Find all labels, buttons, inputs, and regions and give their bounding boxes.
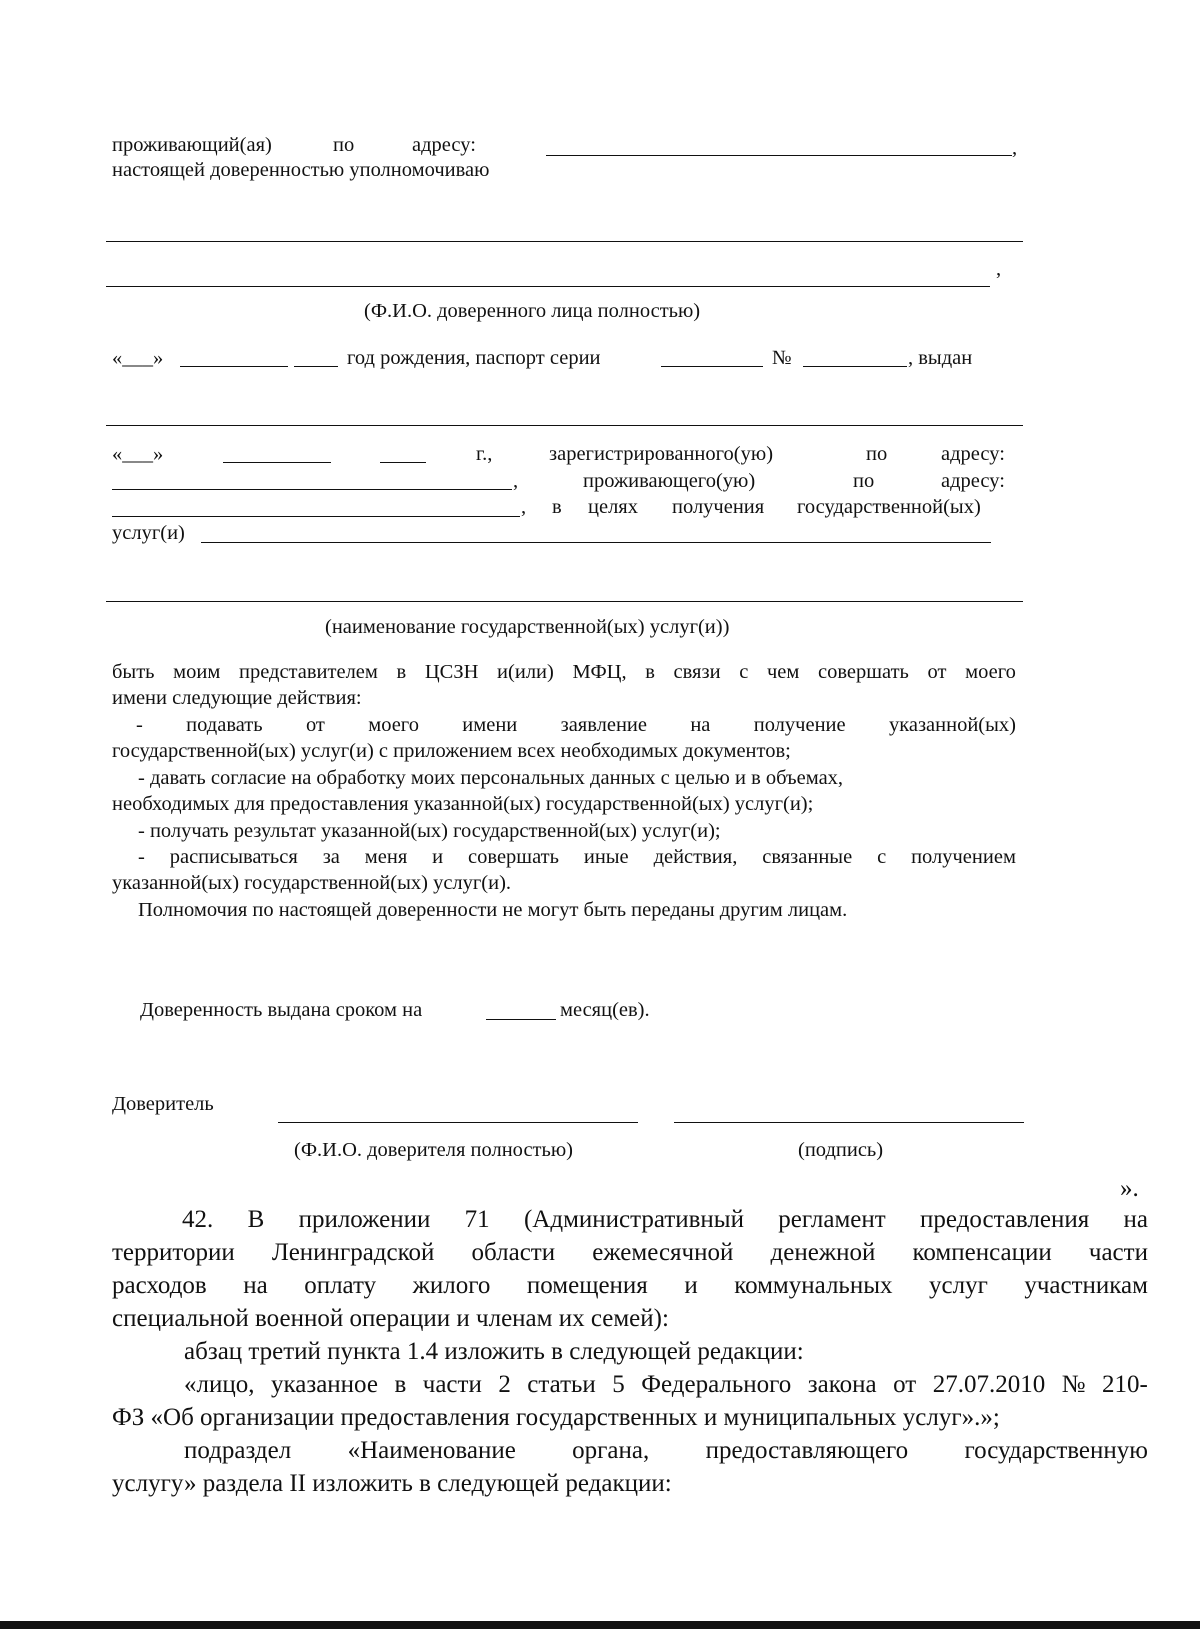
word: Ленинградской <box>271 1239 435 1266</box>
powers-text: Полномочия по настоящей доверенности не могут быть переданы другим лицам. <box>138 899 848 921</box>
word: в <box>645 661 655 683</box>
purpose-w1: целях <box>588 496 638 518</box>
word: совершать <box>468 846 559 868</box>
representative-text-line-1 <box>112 659 1016 685</box>
word: государственную <box>964 1437 1148 1464</box>
caption-agent-fio: (Ф.И.О. доверенного лица полностью) <box>364 300 701 322</box>
passport-series-blank <box>661 366 763 367</box>
services-label: услуг(и) <box>112 522 185 544</box>
word: от <box>305 714 325 736</box>
closing-quote: ». <box>1120 1175 1139 1202</box>
word: меня <box>364 846 408 868</box>
word: заявление <box>560 714 647 736</box>
issue-year-blank <box>380 462 426 463</box>
address-label: проживающий(ая) <box>112 134 272 156</box>
word: 71 <box>464 1206 490 1233</box>
registered-address-blank <box>112 489 512 490</box>
residing-text: проживающего(ую) <box>583 470 756 492</box>
address-po: по <box>333 134 355 156</box>
passport-number-sign: № <box>772 347 792 369</box>
word: получение <box>753 714 846 736</box>
caption-signature: (подпись) <box>798 1139 884 1161</box>
word: 42. <box>182 1206 214 1233</box>
issue-day-quotes: «___» <box>112 443 164 465</box>
word: денежной <box>770 1239 876 1266</box>
address-comma: , <box>1012 137 1018 159</box>
principal-name-blank <box>278 1122 638 1123</box>
principal-signature-blank <box>674 1122 1024 1123</box>
word: Федерального <box>641 1371 792 1398</box>
word: моим <box>173 661 221 683</box>
action-item-3: - получать результат указанной(ых) государственной(ых) услуг(и); <box>138 820 721 842</box>
word: на <box>1123 1206 1148 1233</box>
purpose-w2: получения <box>672 496 765 518</box>
quote-line-2: ФЗ «Об организации предоставления государственных и муниципальных услуг».»; <box>112 1404 1000 1431</box>
word: в <box>396 661 407 683</box>
dob-day-quotes: «___» <box>112 347 164 369</box>
residing-address-word: адресу: <box>941 470 1005 492</box>
caption-principal-fio: (Ф.И.О. доверителя полностью) <box>294 1139 573 1161</box>
word: 210- <box>1102 1371 1148 1398</box>
word: и(или) <box>497 661 554 683</box>
word: оплату <box>304 1272 377 1299</box>
word: за <box>322 846 340 868</box>
registered-text: зарегистрированного(ую) <box>549 443 774 465</box>
word: компенсации <box>912 1239 1052 1266</box>
issued-by-blank <box>106 425 1023 426</box>
agent-name-comma: , <box>996 258 1002 280</box>
word: 2 <box>498 1371 511 1398</box>
word: - <box>136 714 143 736</box>
word: предоставляющего <box>705 1437 909 1464</box>
registered-po: по <box>866 443 888 465</box>
word: - <box>138 846 145 868</box>
services-blank-2 <box>106 601 1023 602</box>
word: области <box>471 1239 556 1266</box>
action-item-2-line-2: необходимых для предоставления указанной(ых) государственной(ых) услуг(и); <box>112 793 814 815</box>
term-text: Доверенность выдана сроком на <box>140 999 423 1021</box>
quote-line-1 <box>112 1369 1148 1401</box>
word: и <box>432 846 444 868</box>
address-blank <box>546 155 1012 156</box>
word: участникам <box>1024 1272 1148 1299</box>
dob-text: год рождения, паспорт серии <box>347 347 601 369</box>
word: статьи <box>527 1371 596 1398</box>
term-months-text: месяц(ев). <box>560 999 650 1021</box>
word: услуг <box>929 1272 988 1299</box>
word: расписываться <box>169 846 298 868</box>
word: приложении <box>298 1206 431 1233</box>
word: связанные <box>762 846 853 868</box>
word: «Наименование <box>347 1437 516 1464</box>
issue-g-text: г., <box>476 443 493 465</box>
word: «лицо, <box>184 1371 255 1398</box>
word: подраздел <box>184 1437 292 1464</box>
word: МФЦ, <box>572 661 627 683</box>
word: В <box>247 1206 265 1233</box>
dob-year-blank <box>294 366 338 367</box>
word: расходов <box>112 1272 207 1299</box>
word: с <box>877 846 887 868</box>
word: указанное <box>270 1371 378 1398</box>
word: от <box>893 1371 917 1398</box>
word: быть <box>112 661 155 683</box>
word: связи <box>673 661 721 683</box>
word: помещения <box>526 1272 648 1299</box>
dob-month-blank <box>180 366 288 367</box>
principal-label: Доверитель <box>112 1093 214 1115</box>
agent-name-blank-1 <box>106 241 1023 242</box>
action-item-4-line-1 <box>112 844 1016 870</box>
word: части <box>1088 1239 1148 1266</box>
p42-line-3 <box>112 1270 1148 1302</box>
scan-bottom-edge <box>0 1621 1200 1629</box>
agent-name-blank-2 <box>106 286 990 287</box>
word: с <box>739 661 749 683</box>
action-item-1-line-1 <box>112 712 1016 738</box>
purpose-w3: государственной(ых) <box>797 496 981 518</box>
action-item-1-line-2: государственной(ых) услуг(и) с приложением всех необходимых документов; <box>112 740 791 762</box>
word: жилого <box>412 1272 491 1299</box>
word: предоставления <box>919 1206 1090 1233</box>
p42-line-4: специальной военной операции и членам их семей): <box>112 1305 669 1332</box>
word: имени <box>462 714 518 736</box>
word: моего <box>965 661 1016 683</box>
purpose-v: в <box>552 496 562 518</box>
word: регламент <box>778 1206 886 1233</box>
word: органа, <box>572 1437 650 1464</box>
word: коммунальных <box>734 1272 893 1299</box>
word: подавать <box>186 714 263 736</box>
word: и <box>684 1272 698 1299</box>
word: территории <box>112 1239 235 1266</box>
word: на <box>243 1272 268 1299</box>
p42-line-2 <box>112 1237 1148 1269</box>
word: моего <box>368 714 419 736</box>
representative-text-line-2: имени следующие действия: <box>112 687 362 709</box>
action-item-4-line-2: указанной(ых) государственной(ых) услуг(и). <box>112 872 512 894</box>
purpose-comma: , <box>521 496 527 518</box>
word: ежемесячной <box>592 1239 734 1266</box>
word: действия, <box>653 846 738 868</box>
word: от <box>927 661 947 683</box>
residing-address-blank <box>112 516 520 517</box>
passport-number-blank <box>803 366 907 367</box>
issue-month-blank <box>223 462 331 463</box>
authorize-text: настоящей доверенностью уполномочиваю <box>112 159 490 181</box>
word: закона <box>807 1371 877 1398</box>
passport-issued-text: , выдан <box>908 347 973 369</box>
word: указанной(ых) <box>888 714 1016 736</box>
word: чем <box>766 661 800 683</box>
abzac-instruction: абзац третий пункта 1.4 изложить в следующей редакции: <box>184 1338 804 1365</box>
word: представителем <box>238 661 378 683</box>
word: на <box>690 714 711 736</box>
services-blank-1 <box>201 542 991 543</box>
word: получением <box>911 846 1016 868</box>
address-word: адресу: <box>412 134 476 156</box>
subsection-line-1 <box>112 1435 1148 1467</box>
word: совершать <box>817 661 909 683</box>
word: ЦСЗН <box>424 661 479 683</box>
word: части <box>422 1371 482 1398</box>
action-item-2-line-1: - давать согласие на обработку моих персональных данных с целью и в объемах, <box>138 767 844 789</box>
p42-line-1 <box>112 1204 1148 1236</box>
caption-service-name: (наименование государственной(ых) услуг(и)) <box>325 616 730 638</box>
residing-po: по <box>853 470 875 492</box>
registered-address-word: адресу: <box>941 443 1005 465</box>
word: (Административный <box>523 1206 744 1233</box>
word: иные <box>583 846 629 868</box>
term-months-blank <box>486 1019 556 1020</box>
word: 5 <box>612 1371 625 1398</box>
registered-address-comma: , <box>513 470 519 492</box>
word: 27.07.2010 <box>932 1371 1046 1398</box>
word: № <box>1061 1371 1086 1398</box>
subsection-line-2: услугу» раздела II изложить в следующей редакции: <box>112 1470 672 1497</box>
word: в <box>394 1371 407 1398</box>
